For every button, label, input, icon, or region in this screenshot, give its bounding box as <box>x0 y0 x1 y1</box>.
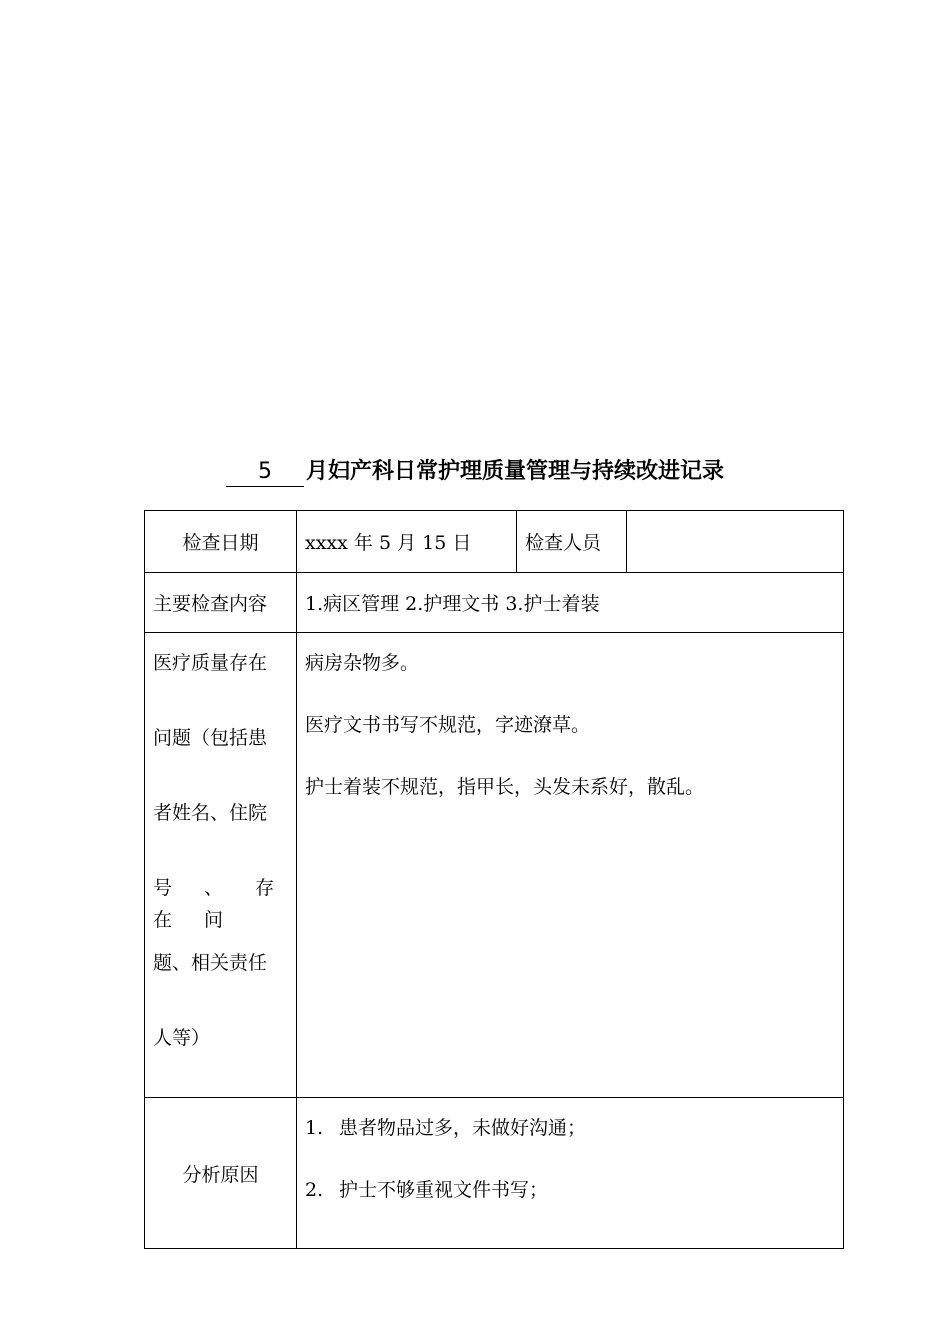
cause-text: 护士不够重视文件书写； <box>339 1179 549 1201</box>
cause-item <box>305 1112 835 1174</box>
inspector-label: 检查人员 <box>517 511 627 573</box>
cause-number: 1. <box>305 1117 324 1139</box>
date-value: xxxx 年 5 月 15 日 <box>297 511 517 573</box>
issues-list <box>297 633 844 1098</box>
issues-label-line: 医疗质量存在 <box>153 652 268 674</box>
row-issues <box>145 633 844 1098</box>
issues-label-line: 者姓名、住院 <box>153 802 268 824</box>
row-date <box>145 511 844 573</box>
cause-text: 患者物品过多，未做好沟通； <box>339 1117 587 1139</box>
issues-label <box>145 633 297 1098</box>
page-title <box>0 454 950 490</box>
title-text: 月妇产科日常护理质量管理与持续改进记录 <box>305 459 724 484</box>
cause-number: 2. <box>305 1179 324 1201</box>
date-label: 检查日期 <box>145 511 297 573</box>
issues-label-line: 号 、 存 在 问 <box>153 877 288 931</box>
issue-item: 医疗文书书写不规范，字迹潦草。 <box>305 714 591 736</box>
title-month: 5 <box>226 458 304 487</box>
issues-label-line: 题、相关责任 <box>153 952 268 974</box>
content-value: 1.病区管理 2.护理文书 3.护士着装 <box>297 573 844 633</box>
content-label: 主要检查内容 <box>145 573 297 633</box>
row-cause <box>145 1098 844 1249</box>
issue-item: 病房杂物多。 <box>305 652 420 674</box>
cause-label: 分析原因 <box>145 1098 297 1249</box>
cause-item <box>305 1174 835 1236</box>
record-table <box>144 510 844 1249</box>
issues-label-line: 问题（包括患 <box>153 727 268 749</box>
inspector-value <box>627 511 844 573</box>
row-content <box>145 573 844 633</box>
cause-list <box>297 1098 844 1249</box>
issue-item: 护士着装不规范，指甲长，头发未系好，散乱。 <box>305 776 705 798</box>
issues-label-line: 人等） <box>153 1027 211 1049</box>
